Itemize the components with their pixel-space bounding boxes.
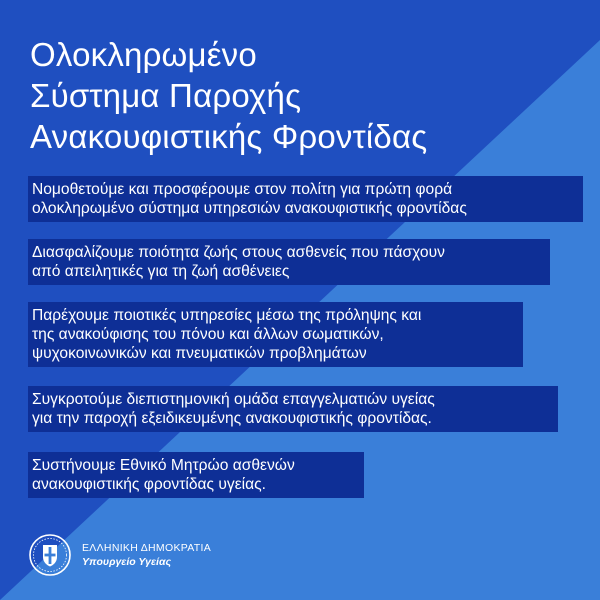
title-line: Ολοκληρωμένο — [30, 36, 257, 73]
country-name: ΕΛΛΗΝΙΚΗ ΔΗΜΟΚΡΑΤΙΑ — [82, 542, 212, 554]
greek-coat-of-arms-icon — [28, 533, 72, 577]
info-text-line: ανακουφιστικής φροντίδας υγείας. — [32, 476, 266, 493]
title-line: Σύστημα Παροχής — [30, 77, 302, 114]
info-text-line: Διασφαλίζουμε ποιότητα ζωής στους ασθενείς που πάσχουν — [32, 244, 445, 261]
info-box-team — [28, 386, 558, 432]
title-line: Ανακουφιστικής Φροντίδας — [30, 118, 428, 155]
info-box-services — [28, 302, 523, 367]
info-box-registry — [28, 452, 364, 498]
info-text-line: ολοκληρωμένο σύστημα υπηρεσιών ανακουφιστικής φροντίδας — [32, 200, 467, 217]
page-title — [30, 34, 427, 157]
info-text-line: Συστήνουμε Εθνικό Μητρώο ασθενών — [32, 457, 295, 474]
ministry-name: Υπουργείο Υγείας — [82, 556, 172, 568]
info-box-quality-of-life — [28, 239, 550, 285]
info-text-line: ψυχοκοινωνικών και πνευματικών προβλημάτων — [32, 345, 367, 362]
ministry-logo — [28, 533, 211, 577]
info-text-line: από απειλητικές για τη ζωή ασθένειες — [32, 263, 290, 280]
info-text-line: για την παροχή εξειδικευμένης ανακουφιστικής φροντίδας. — [32, 410, 432, 427]
info-box-legislation — [28, 176, 583, 222]
info-text-line: Συγκροτούμε διεπιστημονική ομάδα επαγγελματιών υγείας — [32, 391, 435, 408]
info-text-line: της ανακούφισης του πόνου και άλλων σωματικών, — [32, 326, 384, 343]
info-text-line: Παρέχουμε ποιοτικές υπηρεσίες μέσω της πρόληψης και — [32, 307, 422, 324]
info-text-line: Νομοθετούμε και προσφέρουμε στον πολίτη για πρώτη φορά — [32, 181, 453, 198]
